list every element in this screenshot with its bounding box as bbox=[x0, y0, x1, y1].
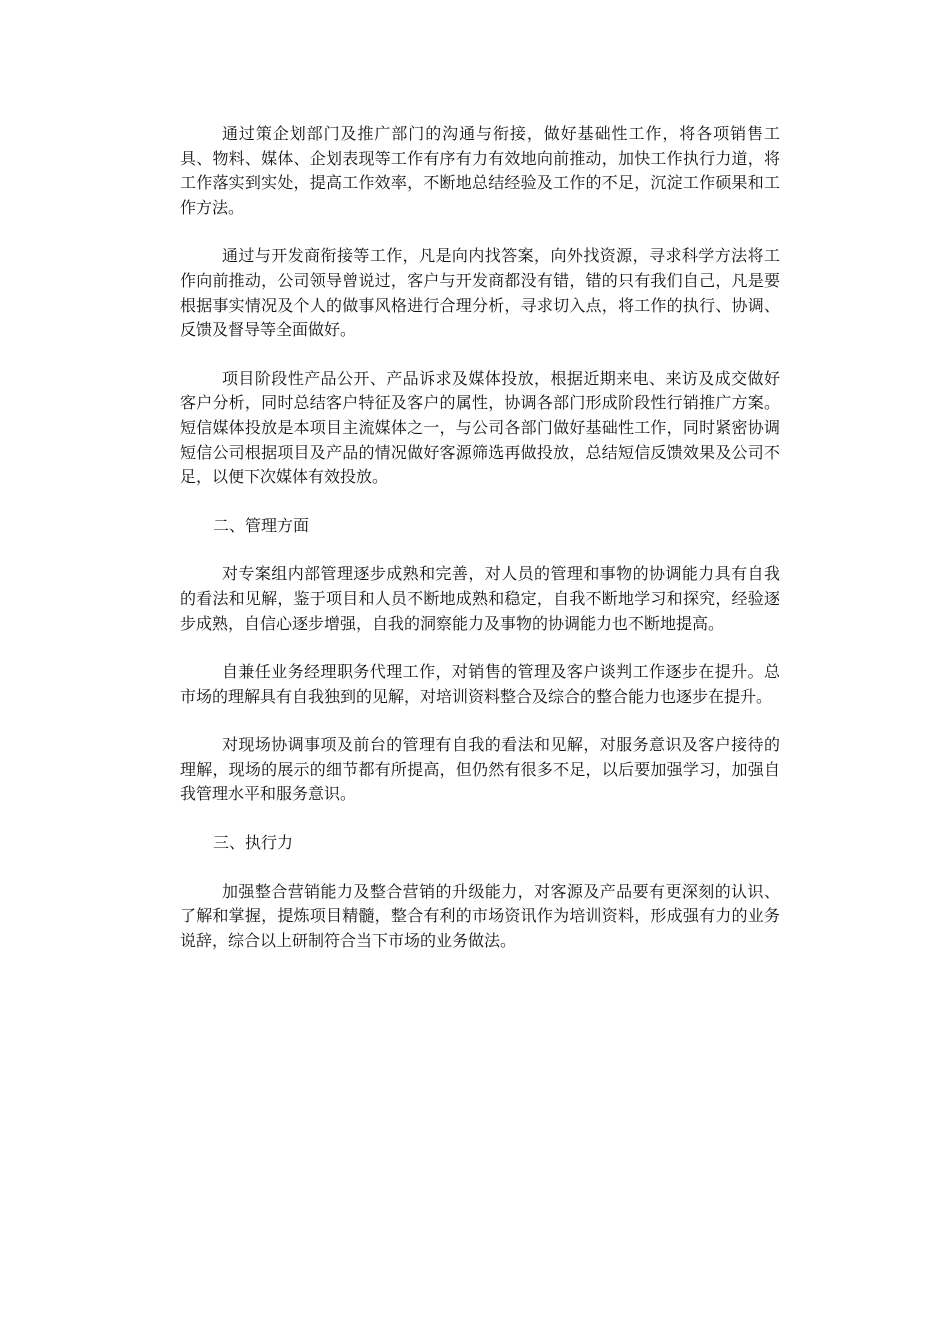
paragraph-internal-management: 对专案组内部管理逐步成熟和完善，对人员的管理和事物的协调能力具有自我的看法和见解，鉴于项目和人员不断地成熟和稳定，自我不断地学习和探究，经验逐步成熟，自信心逐步增强，自我的洞察能力及事物的协调能力也不断地提高。 bbox=[180, 564, 780, 633]
paragraph-integrated-marketing: 加强整合营销能力及整合营销的升级能力，对客源及产品要有更深刻的认识、了解和掌握，提炼项目精髓，整合有利的市场资讯作为培训资料，形成强有力的业务说辞，综合以上研制符合当下市场的业务做法。 bbox=[180, 881, 780, 950]
paragraph-onsite-coordination: 对现场协调事项及前台的管理有自我的看法和见解，对服务意识及客户接待的理解，现场的展示的细节都有所提高，但仍然有很多不足，以后要加强学习，加强自我管理水平和服务意识。 bbox=[180, 735, 780, 804]
paragraph-media-placement: 项目阶段性产品公开、产品诉求及媒体投放，根据近期来电、来访及成交做好客户分析，同时总结客户特征及客户的属性，协调各部门形成阶段性行销推广方案。短信媒体投放是本项目主流媒体之一，与公司各部门做好基础性工作，同时紧密协调短信公司根据项目及产品的情况做好客源筛选再做投放，总结短信反馈效果及公司不足，以便下次媒体有效投放。 bbox=[180, 368, 780, 487]
section-heading-execution: 三、执行力 bbox=[213, 833, 294, 853]
paragraph-sales-manager-role: 自兼任业务经理职务代理工作，对销售的管理及客户谈判工作逐步在提升。总市场的理解具有自我独到的见解，对培训资料整合及综合的整合能力也逐步在提升。 bbox=[180, 662, 780, 706]
section-heading-management: 二、管理方面 bbox=[213, 515, 310, 535]
paragraph-coordination: 通过策企划部门及推广部门的沟通与衔接，做好基础性工作，将各项销售工具、物料、媒体、企划表现等工作有序有力有效地向前推动，加快工作执行力道，将工作落实到实处，提高工作效率，不断地总结经验及工作的不足，沉淀工作硕果和工作方法。 bbox=[180, 124, 780, 217]
paragraph-developer-liaison: 通过与开发商衔接等工作，凡是向内找答案，向外找资源，寻求科学方法将工作向前推动，公司领导曾说过，客户与开发商都没有错，错的只有我们自己，凡是要根据事实情况及个人的做事风格进行合理分析，寻求切入点，将工作的执行、协调、反馈及督导等全面做好。 bbox=[180, 246, 780, 340]
document-page bbox=[180, 122, 780, 977]
